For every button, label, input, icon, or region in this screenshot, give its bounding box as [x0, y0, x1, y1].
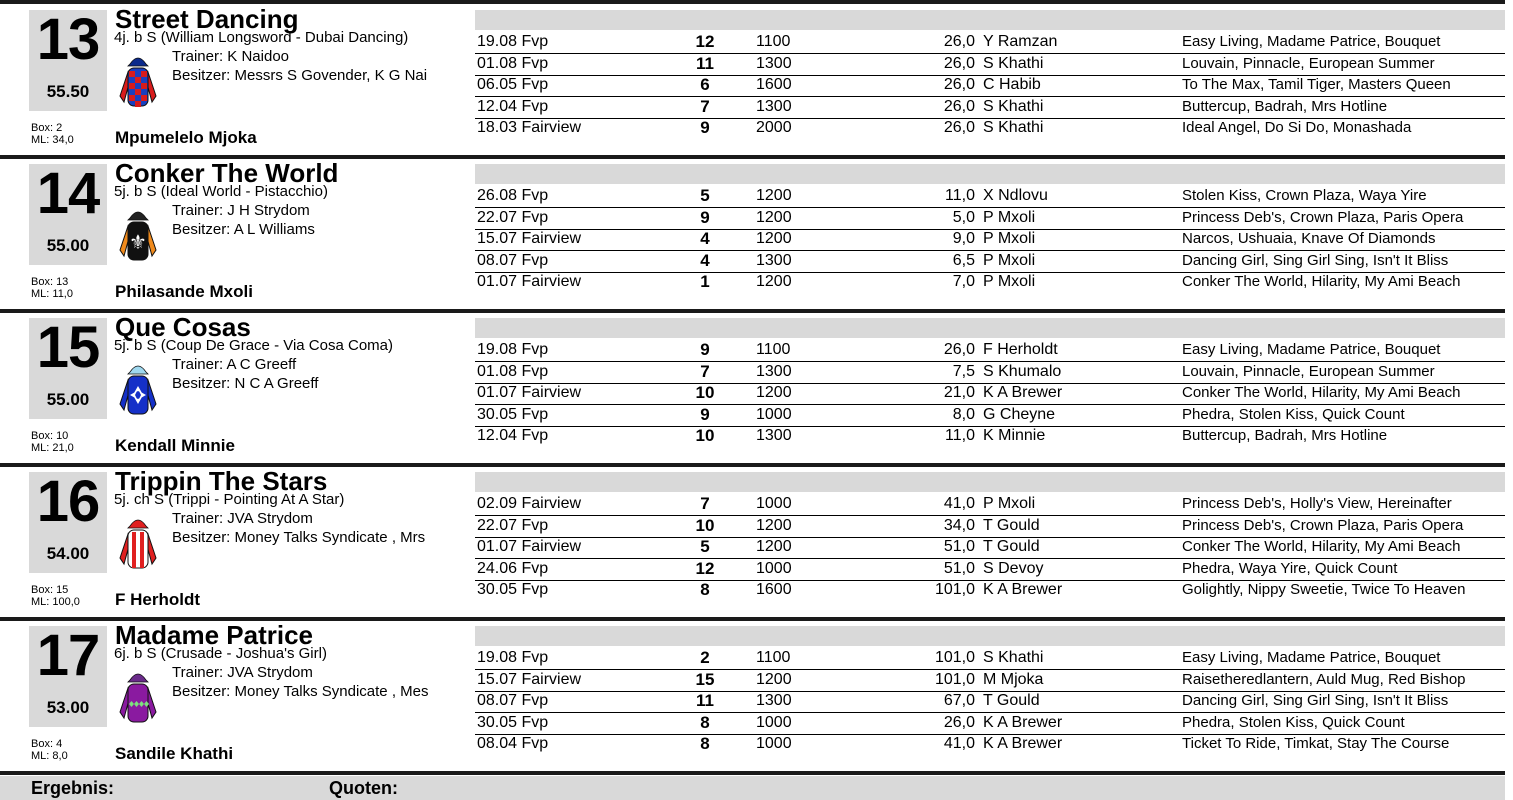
form-header-bar — [475, 626, 1505, 646]
run-top-three: Conker The World, Hilarity, My Ami Beach — [1182, 384, 1461, 401]
run-top-three: Easy Living, Madame Patrice, Bouquet — [1182, 341, 1441, 358]
run-jockey: K A Brewer — [983, 384, 1063, 401]
run-jockey: G Cheyne — [983, 405, 1056, 423]
run-placing: 9 — [700, 118, 710, 137]
run-jockey: K Minnie — [983, 427, 1046, 444]
jockey-name: Sandile Khathi — [115, 744, 234, 763]
run-odds: 26,0 — [943, 54, 975, 72]
run-top-three: Conker The World, Hilarity, My Ami Beach — [1182, 538, 1461, 555]
run-top-three: Louvain, Pinnacle, European Summer — [1182, 362, 1435, 380]
horse-name: Street Dancing — [115, 4, 299, 34]
run-placing: 8 — [700, 580, 710, 599]
run-placing: 7 — [700, 361, 710, 381]
run-date-course: 01.08 Fvp — [477, 54, 549, 72]
run-distance: 1600 — [756, 581, 792, 598]
jockey-name: F Herholdt — [115, 590, 200, 609]
run-odds: 51,0 — [943, 538, 975, 555]
run-odds: 26,0 — [943, 97, 975, 115]
run-odds: 8,0 — [952, 405, 975, 423]
run-date-course: 24.06 Fvp — [477, 559, 549, 577]
run-jockey: Y Ramzan — [983, 33, 1058, 50]
trainer-name: Trainer: JVA Strydom — [172, 510, 313, 527]
horse-pedigree: 4j. b S (William Longsword - Dubai Dancing) — [114, 29, 409, 46]
owner-name: Besitzer: A L Williams — [172, 221, 315, 238]
morning-line: ML: 11,0 — [31, 288, 73, 300]
run-distance: 1200 — [756, 516, 792, 534]
run-odds: 5,0 — [952, 208, 975, 226]
run-jockey: P Mxoli — [983, 273, 1036, 290]
run-placing: 8 — [700, 734, 710, 753]
run-distance: 1200 — [756, 208, 792, 226]
run-distance: 1200 — [756, 187, 792, 204]
saddle-number: 16 — [36, 469, 100, 534]
run-jockey: S Khathi — [983, 54, 1044, 72]
run-odds: 21,0 — [943, 384, 975, 401]
box-and-ml — [31, 738, 68, 762]
form-row — [475, 494, 1505, 516]
trainer-name: Trainer: K Naidoo — [172, 48, 289, 65]
form-row — [475, 670, 1505, 692]
run-odds: 26,0 — [943, 713, 975, 731]
run-jockey: S Khathi — [983, 119, 1044, 136]
run-placing: 7 — [700, 494, 710, 513]
box-and-ml — [31, 430, 74, 454]
run-distance: 2000 — [756, 119, 792, 136]
run-distance: 1300 — [756, 54, 792, 72]
run-distance: 1200 — [756, 273, 792, 290]
run-jockey: T Gould — [983, 692, 1040, 709]
run-date-course: 30.05 Fvp — [477, 581, 549, 598]
run-distance: 1300 — [756, 97, 792, 115]
run-top-three: Buttercup, Badrah, Mrs Hotline — [1182, 97, 1388, 115]
form-row — [475, 340, 1505, 362]
form-row — [475, 32, 1505, 54]
run-placing: 4 — [700, 229, 710, 248]
run-distance: 1200 — [756, 384, 792, 401]
run-distance: 1600 — [756, 76, 792, 93]
run-date-course: 12.04 Fvp — [477, 97, 549, 115]
horse-entry — [0, 312, 1513, 467]
run-distance: 1300 — [756, 251, 792, 269]
form-row — [475, 426, 1505, 447]
run-top-three: Phedra, Stolen Kiss, Quick Count — [1182, 713, 1405, 731]
run-date-course: 18.03 Fairview — [477, 119, 582, 136]
run-top-three: Stolen Kiss, Crown Plaza, Waya Yire — [1182, 187, 1427, 204]
merit-rating: 55.50 — [46, 82, 90, 101]
run-placing: 10 — [695, 383, 715, 402]
run-distance: 1200 — [756, 230, 792, 247]
run-placing: 1 — [700, 272, 710, 291]
run-distance: 1300 — [756, 427, 792, 444]
run-placing: 15 — [695, 669, 715, 689]
run-odds: 11,0 — [945, 427, 975, 444]
form-header-bar — [475, 164, 1505, 184]
run-date-course: 19.08 Fvp — [477, 649, 549, 666]
trainer-name: Trainer: J H Strydom — [172, 202, 310, 219]
run-top-three: Princess Deb's, Crown Plaza, Paris Opera — [1182, 516, 1464, 534]
run-odds: 26,0 — [943, 341, 975, 358]
saddle-number: 15 — [36, 315, 100, 380]
run-top-three: Ideal Angel, Do Si Do, Monashada — [1182, 119, 1412, 136]
run-top-three: Louvain, Pinnacle, European Summer — [1182, 54, 1435, 72]
jockey-name: Kendall Minnie — [115, 436, 235, 455]
merit-rating: 55.00 — [46, 236, 90, 255]
trainer-name: Trainer: JVA Strydom — [172, 664, 313, 681]
saddle-number-box — [29, 623, 107, 727]
owner-name: Besitzer: Money Talks Syndicate , Mes — [172, 683, 429, 700]
run-distance: 1200 — [756, 670, 792, 688]
run-placing: 6 — [700, 75, 710, 94]
run-jockey: F Herholdt — [983, 341, 1058, 358]
run-distance: 1300 — [756, 362, 792, 380]
morning-line: ML: 8,0 — [31, 750, 68, 762]
run-placing: 8 — [700, 712, 710, 732]
box-draw: Box: 13 — [31, 276, 69, 288]
form-header-bar — [475, 472, 1505, 492]
form-row — [475, 559, 1505, 581]
form-row — [475, 118, 1505, 139]
run-top-three: To The Max, Tamil Tiger, Masters Queen — [1182, 76, 1451, 93]
run-date-course: 26.08 Fvp — [477, 187, 549, 204]
run-placing: 9 — [700, 340, 710, 359]
run-placing: 5 — [700, 537, 710, 556]
run-date-course: 02.09 Fairview — [477, 495, 582, 512]
horse-pedigree: 5j. ch S (Trippi - Pointing At A Star) — [114, 491, 345, 508]
run-top-three: Princess Deb's, Holly's View, Hereinafter — [1182, 495, 1452, 512]
run-jockey: P Mxoli — [983, 495, 1036, 512]
form-row — [475, 186, 1505, 208]
run-top-three: Easy Living, Madame Patrice, Bouquet — [1182, 649, 1441, 666]
run-top-three: Narcos, Ushuaia, Knave Of Diamonds — [1182, 230, 1436, 247]
run-top-three: Ticket To Ride, Timkat, Stay The Course — [1182, 735, 1450, 752]
run-top-three: Dancing Girl, Sing Girl Sing, Isn't It Bliss — [1182, 692, 1449, 709]
horse-name: Conker The World — [115, 158, 339, 188]
form-row — [475, 229, 1505, 251]
run-odds: 26,0 — [943, 76, 975, 93]
run-odds: 101,0 — [934, 670, 975, 688]
horse-entry — [0, 466, 1513, 621]
morning-line: ML: 21,0 — [31, 442, 74, 454]
merit-rating: 55.00 — [46, 390, 90, 409]
run-date-course: 01.07 Fairview — [477, 538, 582, 555]
run-distance: 1300 — [756, 692, 792, 709]
owner-name: Besitzer: N C A Greeff — [172, 375, 319, 392]
form-row — [475, 272, 1505, 293]
run-jockey: P Mxoli — [983, 208, 1036, 226]
run-jockey: C Habib — [983, 76, 1041, 93]
run-distance: 1100 — [756, 341, 791, 358]
merit-rating: 53.00 — [46, 698, 90, 717]
jockey-name: Philasande Mxoli — [115, 282, 253, 301]
run-date-course: 06.05 Fvp — [477, 76, 549, 93]
form-row — [475, 75, 1505, 97]
saddle-number: 14 — [36, 161, 100, 226]
saddle-number-box — [29, 469, 107, 573]
result-label: Ergebnis: — [31, 778, 115, 798]
run-odds: 7,5 — [952, 362, 975, 380]
form-row — [475, 713, 1505, 735]
run-date-course: 19.08 Fvp — [477, 341, 549, 358]
form-header-bar — [475, 10, 1505, 30]
box-draw: Box: 2 — [31, 122, 63, 134]
run-jockey: P Mxoli — [983, 251, 1036, 269]
run-placing: 7 — [700, 96, 710, 116]
run-date-course: 01.07 Fairview — [477, 384, 582, 401]
run-distance: 1100 — [756, 649, 791, 666]
box-and-ml — [31, 276, 73, 300]
run-odds: 101,0 — [934, 649, 975, 666]
form-row — [475, 208, 1505, 230]
svg-text:⚜: ⚜ — [129, 230, 147, 254]
horse-entry — [0, 4, 1513, 159]
run-jockey: K A Brewer — [983, 581, 1063, 598]
run-placing: 9 — [700, 404, 710, 424]
run-date-course: 08.07 Fvp — [477, 251, 549, 269]
horse-name: Que Cosas — [115, 312, 251, 342]
run-odds: 41,0 — [943, 735, 975, 752]
box-and-ml — [31, 584, 80, 608]
jockey-silks-icon — [118, 206, 158, 262]
owner-name: Besitzer: Messrs S Govender, K G Nai — [172, 67, 428, 84]
run-date-course: 19.08 Fvp — [477, 33, 549, 50]
saddle-number-box — [29, 7, 107, 111]
run-top-three: Conker The World, Hilarity, My Ami Beach — [1182, 273, 1461, 290]
form-row — [475, 251, 1505, 273]
horse-entry — [0, 620, 1513, 775]
run-jockey: K A Brewer — [983, 735, 1063, 752]
box-draw: Box: 4 — [31, 738, 63, 750]
run-jockey: S Khathi — [983, 649, 1044, 666]
run-date-course: 22.07 Fvp — [477, 516, 549, 534]
run-placing: 12 — [695, 558, 715, 578]
morning-line: ML: 34,0 — [31, 134, 74, 146]
run-placing: 9 — [700, 207, 710, 227]
run-date-course: 08.04 Fvp — [477, 735, 549, 752]
run-distance: 1000 — [756, 735, 792, 752]
run-placing: 5 — [700, 186, 710, 205]
saddle-number-box — [29, 315, 107, 419]
run-jockey: X Ndlovu — [983, 187, 1048, 204]
horse-entry — [0, 158, 1513, 313]
jockey-silks-icon — [118, 514, 158, 570]
form-row — [475, 516, 1505, 538]
run-placing: 12 — [695, 32, 715, 51]
run-jockey: S Khumalo — [983, 362, 1062, 380]
run-date-course: 08.07 Fvp — [477, 692, 549, 709]
run-top-three: Phedra, Stolen Kiss, Quick Count — [1182, 405, 1405, 423]
run-distance: 1100 — [756, 33, 791, 50]
horse-name: Madame Patrice — [115, 620, 313, 650]
run-jockey: S Khathi — [983, 97, 1044, 115]
run-jockey: S Devoy — [983, 559, 1044, 577]
entry-divider — [0, 771, 1505, 775]
run-distance: 1000 — [756, 495, 792, 512]
horse-name: Trippin The Stars — [115, 466, 328, 496]
run-date-course: 30.05 Fvp — [477, 405, 549, 423]
run-jockey: T Gould — [983, 516, 1040, 534]
owner-name: Besitzer: Money Talks Syndicate , Mrs — [172, 529, 426, 546]
run-odds: 101,0 — [934, 581, 975, 598]
run-odds: 11,0 — [945, 187, 975, 204]
horse-pedigree: 5j. b S (Ideal World - Pistacchio) — [114, 183, 328, 200]
form-row — [475, 734, 1505, 755]
run-top-three: Raisetheredlantern, Auld Mug, Red Bishop — [1182, 670, 1466, 688]
box-and-ml — [31, 122, 74, 146]
run-top-three: Easy Living, Madame Patrice, Bouquet — [1182, 33, 1441, 50]
run-odds: 34,0 — [943, 516, 975, 534]
run-distance: 1000 — [756, 713, 792, 731]
run-date-course: 30.05 Fvp — [477, 713, 549, 731]
run-date-course: 01.08 Fvp — [477, 362, 549, 380]
run-jockey: K A Brewer — [983, 713, 1063, 731]
odds-label: Quoten: — [329, 778, 398, 798]
horse-pedigree: 6j. b S (Crusade - Joshua's Girl) — [114, 645, 327, 662]
run-date-course: 15.07 Fairview — [477, 230, 582, 247]
form-row — [475, 537, 1505, 559]
run-odds: 67,0 — [943, 692, 975, 709]
form-row — [475, 648, 1505, 670]
form-row — [475, 580, 1505, 601]
run-jockey: M Mjoka — [983, 670, 1044, 688]
run-odds: 26,0 — [943, 33, 975, 50]
run-odds: 6,5 — [952, 251, 975, 269]
form-row — [475, 54, 1505, 76]
run-placing: 4 — [700, 250, 710, 270]
run-odds: 26,0 — [943, 119, 975, 136]
run-distance: 1000 — [756, 405, 792, 423]
run-top-three: Phedra, Waya Yire, Quick Count — [1182, 559, 1398, 577]
run-distance: 1000 — [756, 559, 792, 577]
saddle-number-box — [29, 161, 107, 265]
horse-pedigree: 5j. b S (Coup De Grace - Via Cosa Coma) — [114, 337, 394, 354]
saddle-number: 17 — [36, 623, 100, 688]
form-row — [475, 691, 1505, 713]
results-footer — [0, 776, 1505, 800]
run-date-course: 15.07 Fairview — [477, 670, 582, 688]
box-draw: Box: 15 — [31, 584, 69, 596]
form-row — [475, 405, 1505, 427]
jockey-silks-icon — [118, 668, 158, 724]
jockey-silks-icon — [118, 52, 158, 108]
box-draw: Box: 10 — [31, 430, 69, 442]
run-placing: 10 — [695, 426, 715, 445]
run-odds: 51,0 — [943, 559, 975, 577]
run-top-three: Buttercup, Badrah, Mrs Hotline — [1182, 427, 1388, 444]
jockey-silks-icon — [118, 360, 158, 416]
run-top-three: Princess Deb's, Crown Plaza, Paris Opera — [1182, 208, 1464, 226]
saddle-number: 13 — [36, 7, 100, 72]
run-placing: 11 — [696, 53, 714, 73]
form-header-bar — [475, 318, 1505, 338]
run-distance: 1200 — [756, 538, 792, 555]
run-odds: 7,0 — [952, 273, 975, 290]
form-row — [475, 362, 1505, 384]
trainer-name: Trainer: A C Greeff — [172, 356, 297, 373]
run-jockey: T Gould — [983, 538, 1040, 555]
morning-line: ML: 100,0 — [31, 596, 80, 608]
run-odds: 9,0 — [952, 230, 975, 247]
run-placing: 2 — [700, 648, 710, 667]
run-odds: 41,0 — [943, 495, 975, 512]
form-row — [475, 383, 1505, 405]
merit-rating: 54.00 — [46, 544, 90, 563]
run-date-course: 22.07 Fvp — [477, 208, 549, 226]
run-jockey: P Mxoli — [983, 230, 1036, 247]
run-date-course: 12.04 Fvp — [477, 427, 549, 444]
run-top-three: Dancing Girl, Sing Girl Sing, Isn't It Bliss — [1182, 251, 1449, 269]
run-placing: 11 — [696, 691, 714, 710]
form-row — [475, 97, 1505, 119]
jockey-name: Mpumelelo Mjoka — [115, 128, 257, 147]
run-placing: 10 — [695, 515, 715, 535]
run-date-course: 01.07 Fairview — [477, 273, 582, 290]
run-top-three: Golightly, Nippy Sweetie, Twice To Heaven — [1182, 581, 1466, 598]
